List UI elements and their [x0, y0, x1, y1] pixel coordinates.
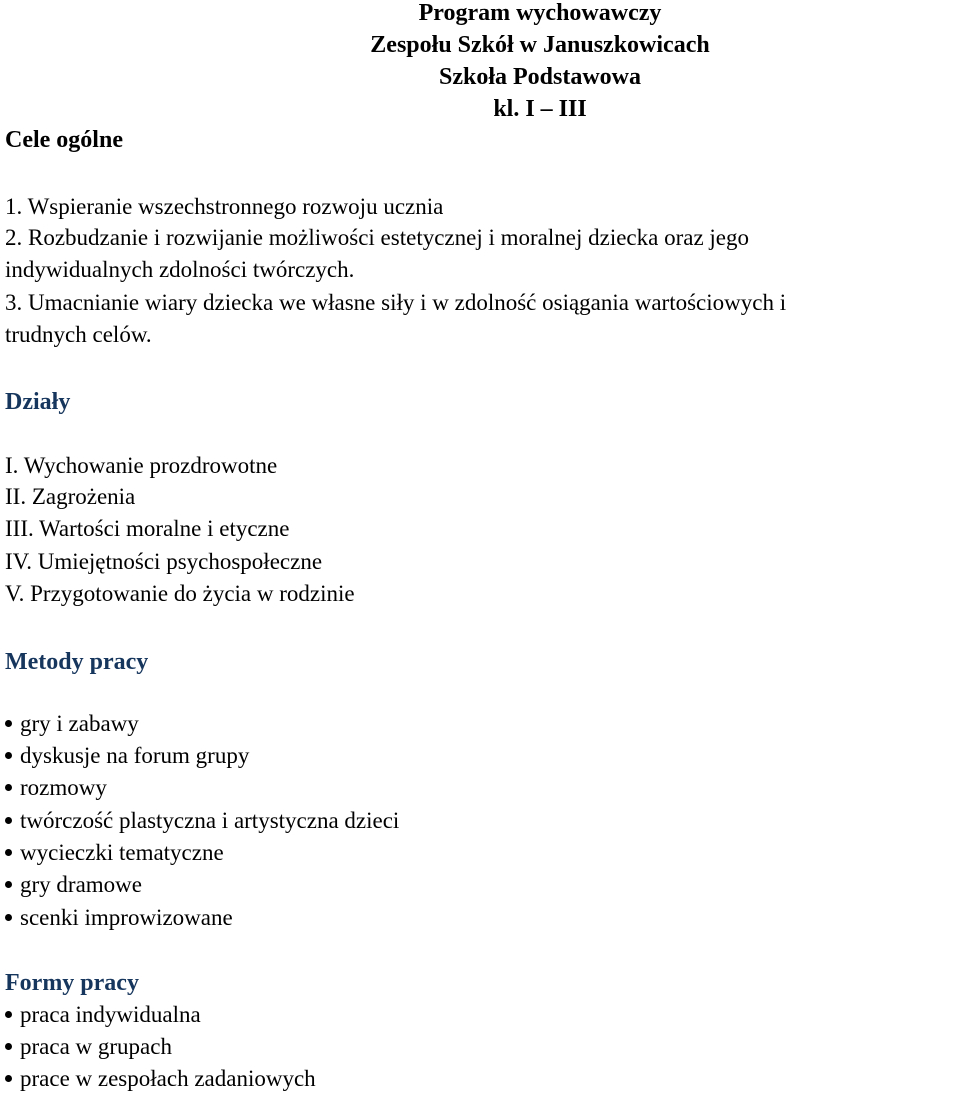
- section-item: V. Przygotowanie do życia w rodzinie: [5, 581, 355, 606]
- title-line-4: kl. I – III: [493, 96, 587, 122]
- method-item: [5, 806, 399, 836]
- goal-item: 1. Wspieranie wszechstronnego rozwoju ucznia: [5, 194, 444, 219]
- form-item: [5, 1032, 172, 1062]
- methods-heading: Metody pracy: [5, 649, 149, 675]
- section-item: III. Wartości moralne i etyczne: [5, 516, 290, 541]
- form-item-label: praca w grupach: [20, 1034, 172, 1059]
- title-line-3: Szkoła Podstawowa: [438, 64, 642, 90]
- bullet-icon: [5, 720, 12, 727]
- bullet-icon: [5, 1043, 12, 1050]
- form-item-label: praca indywidualna: [20, 1002, 201, 1027]
- bullet-icon: [5, 784, 12, 791]
- section-item: I. Wychowanie prozdrowotne: [5, 453, 278, 478]
- bullet-icon: [5, 881, 12, 888]
- bullet-icon: [5, 1075, 12, 1082]
- section-item: II. Zagrożenia: [5, 484, 136, 509]
- method-item: [5, 741, 249, 771]
- section-item: IV. Umiejętności psychospołeczne: [5, 549, 323, 574]
- form-item-label: prace w zespołach zadaniowych: [20, 1066, 316, 1091]
- method-item-label: gry dramowe: [20, 872, 142, 897]
- title-line-2: Zespołu Szkół w Januszkowicach: [370, 32, 710, 58]
- form-item: [5, 1000, 201, 1030]
- method-item-label: wycieczki tematyczne: [20, 840, 224, 865]
- method-item: [5, 903, 233, 933]
- bullet-icon: [5, 752, 12, 759]
- method-item-label: dyskusje na forum grupy: [20, 743, 250, 768]
- form-item: [5, 1064, 316, 1094]
- method-item-label: gry i zabawy: [20, 711, 139, 736]
- method-item: [5, 870, 142, 900]
- bullet-icon: [5, 849, 12, 856]
- method-item: [5, 838, 224, 868]
- sections-heading: Działy: [5, 389, 71, 415]
- method-item-label: twórczość plastyczna i artystyczna dzieci: [20, 808, 400, 833]
- method-item-label: scenki improwizowane: [20, 905, 233, 930]
- method-item: [5, 709, 139, 739]
- goal-item-continuation: trudnych celów.: [5, 322, 152, 347]
- goal-item: 3. Umacnianie wiary dziecka we własne siły i w zdolność osiągania wartościowych i: [5, 290, 787, 315]
- bullet-icon: [5, 817, 12, 824]
- goal-item: 2. Rozbudzanie i rozwijanie możliwości estetycznej i moralnej dziecka oraz jego: [5, 225, 750, 250]
- forms-heading: Formy pracy: [5, 970, 139, 996]
- goal-item-continuation: indywidualnych zdolności twórczych.: [5, 257, 355, 282]
- method-item: [5, 773, 107, 803]
- method-item-label: rozmowy: [20, 775, 107, 800]
- bullet-icon: [5, 1011, 12, 1018]
- title-line-1: Program wychowawczy: [418, 0, 662, 26]
- goals-heading: Cele ogólne: [5, 127, 123, 153]
- document-title: [270, 0, 810, 125]
- bullet-icon: [5, 914, 12, 921]
